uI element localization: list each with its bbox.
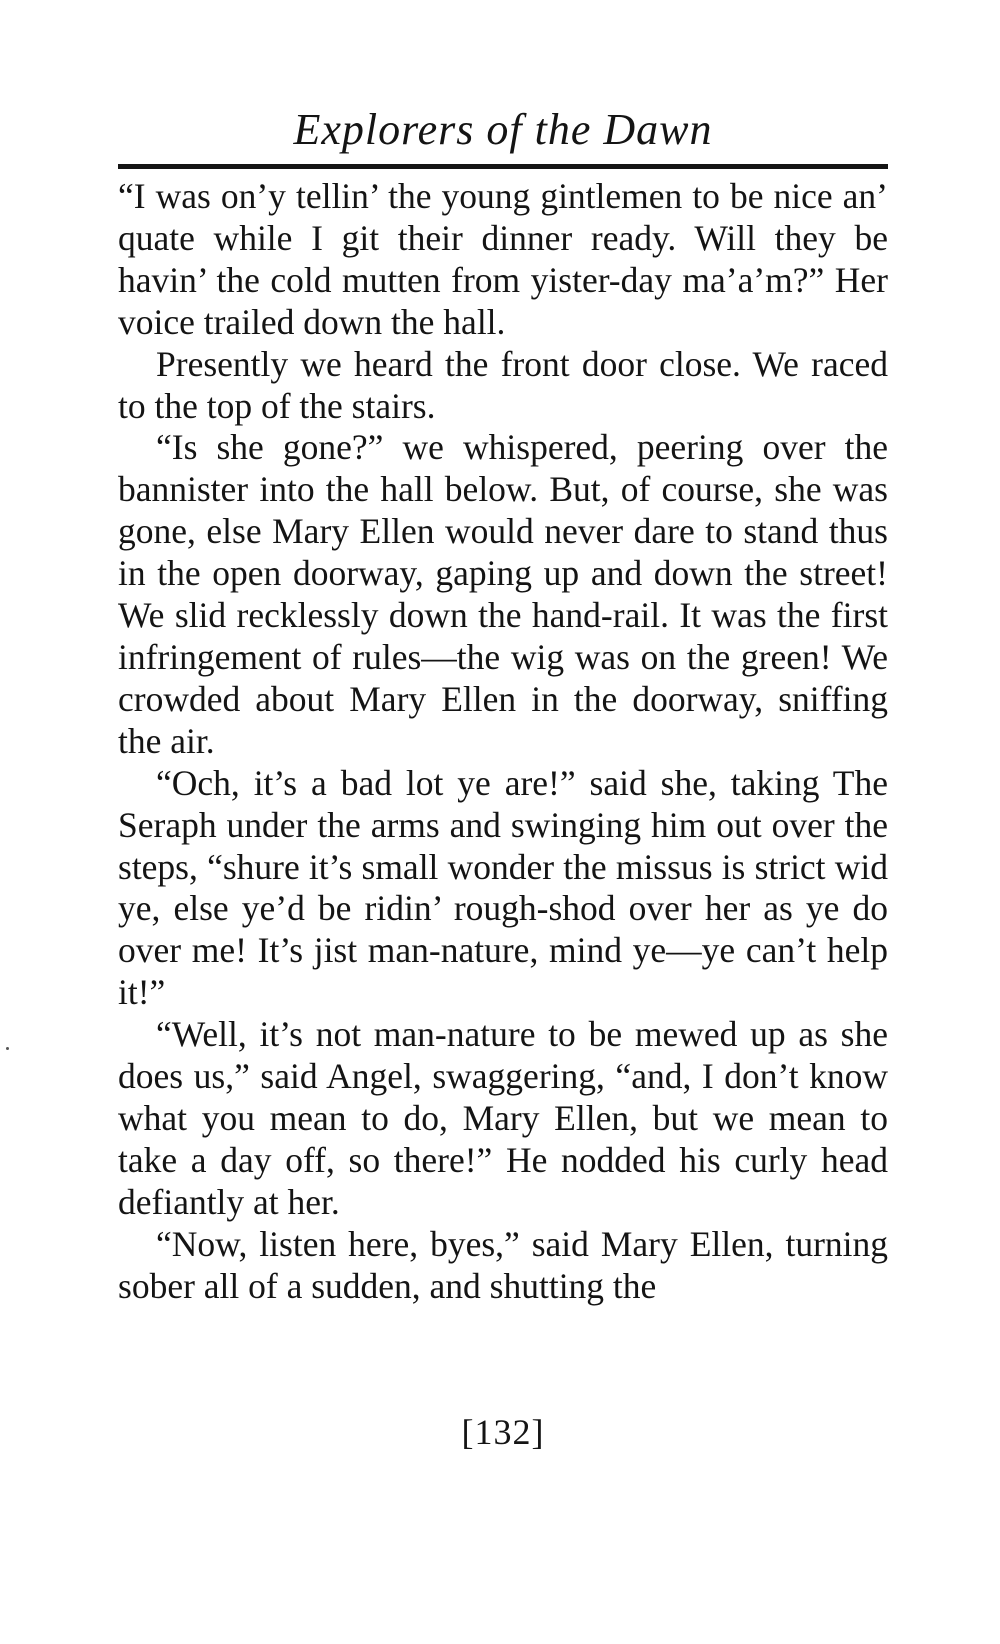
- paragraph-1: “I was on’y tellin’ the young gintlemen to be nice an’ quate while I git their dinner ready. Will they be havin’ the cold mutten from yister-day ma’a’m?” Her voice trailed down the hall.: [118, 176, 888, 342]
- paragraph-3: “Is she gone?” we whispered, peering over the bannister into the hall below. But, of course, she was gone, else Mary Ellen would never dare to stand thus in the open doorway, gaping up and down the street! We slid recklessly down the hand-rail. It was the first infringement of rules—the wig was on the green! We crowded about Mary Ellen in the doorway, sniffing the air.: [118, 427, 888, 761]
- margin-speck: [6, 1047, 9, 1050]
- paragraph-4: “Och, it’s a bad lot ye are!” said she, taking The Seraph under the arms and swinging him out over the steps, “shure it’s small wonder the missus is strict wid ye, else ye’d be ridin’ rough-shod over her as ye do over me! It’s jist man-nature, mind ye—ye can’t help it!”: [118, 762, 888, 1013]
- header-rule: [118, 164, 888, 169]
- paragraph-2: Presently we heard the front door close. We raced to the top of the stairs.: [118, 343, 888, 426]
- running-title: Explorers of the Dawn: [293, 105, 713, 154]
- paragraph-6: “Now, listen here, byes,” said Mary Ellen, turning sober all of a sudden, and shutting the: [118, 1223, 888, 1306]
- page-number: [132]: [461, 1412, 545, 1452]
- paragraph-5: “Well, it’s not man-nature to be mewed up as she does us,” said Angel, swaggering, “and, I don’t know what you mean to do, Mary Ellen, but we mean to take a day off, so there!” He nodded his curly head defiantly at her.: [118, 1014, 888, 1222]
- body-text: [118, 176, 888, 1307]
